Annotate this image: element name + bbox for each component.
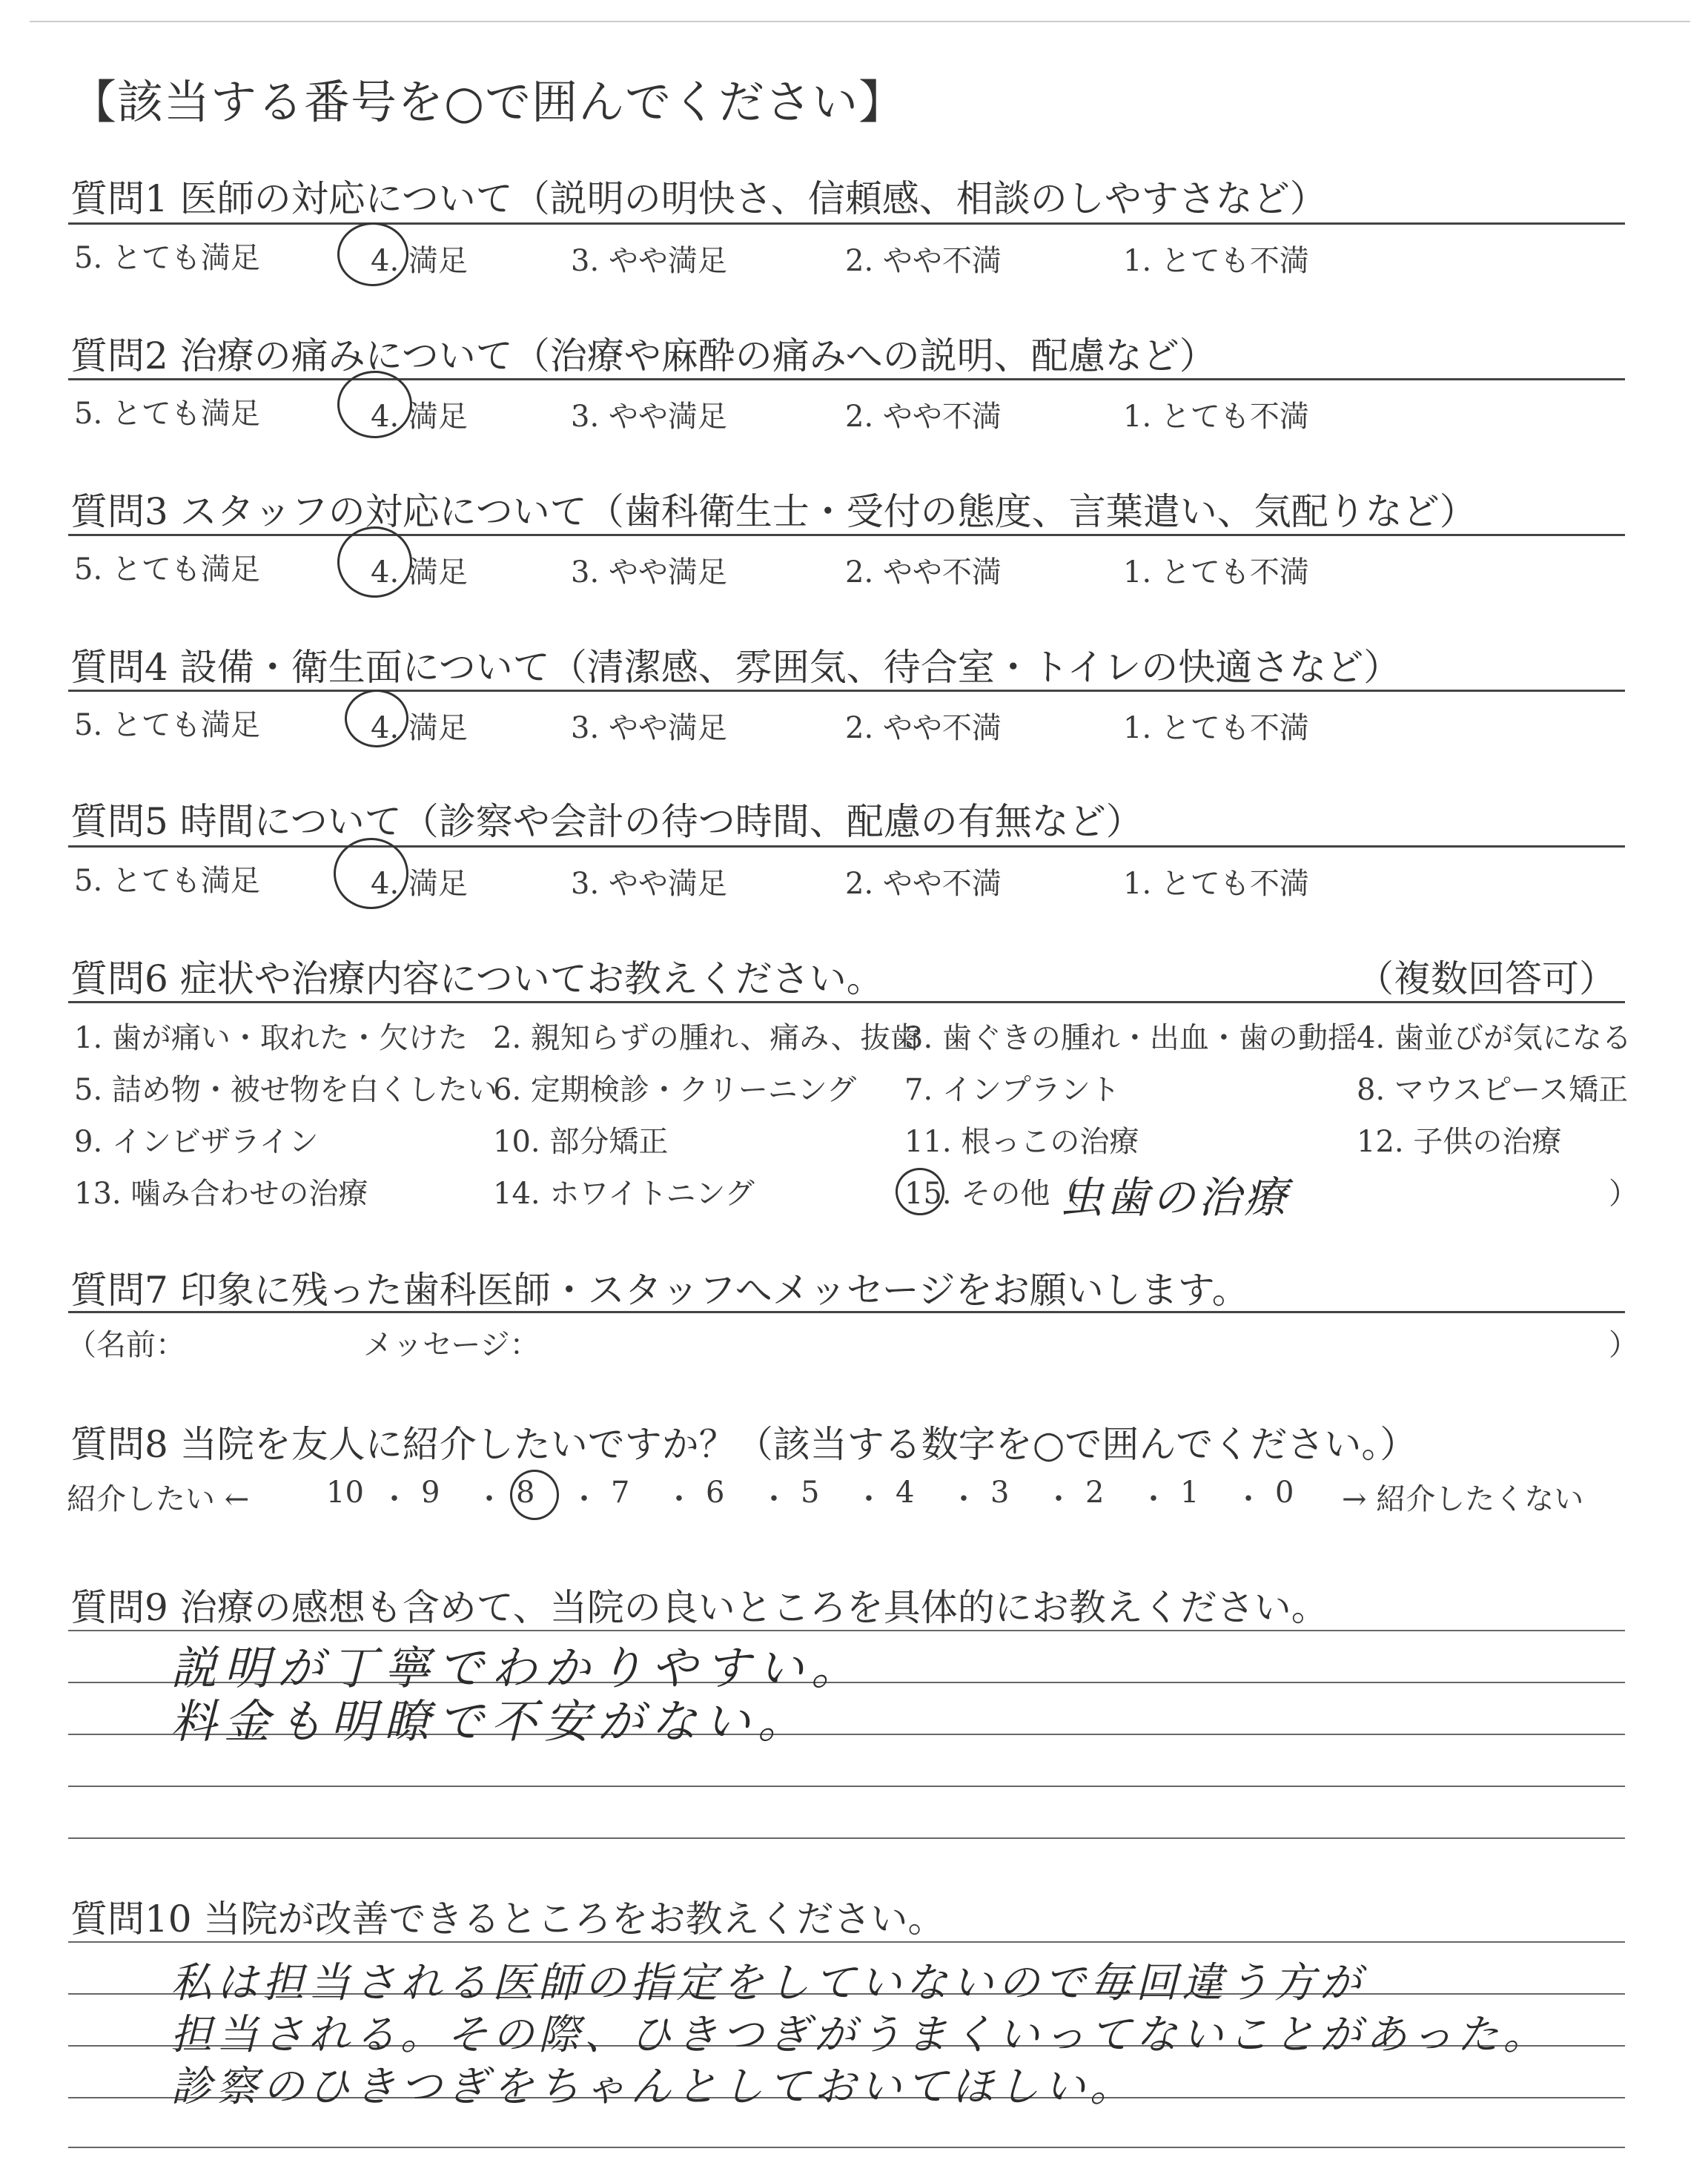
q6-other-handwritten: 虫歯の治療 [1060, 1172, 1291, 1223]
q6-option-1[interactable]: 1. 歯が痛い・取れた・欠けた [74, 1021, 468, 1055]
q7-close: ） [1609, 1328, 1638, 1362]
q8-scale-separator: ・ [1139, 1482, 1168, 1516]
q5-answer-circle [334, 838, 408, 909]
q8-scale-value[interactable]: 8 [516, 1476, 535, 1510]
q8-scale-value[interactable]: 10 [326, 1476, 364, 1510]
question-4-title: 質問4 設備・衛生面について（清潔感、雰囲気、待合室・トイレの快適さなど） [70, 646, 1401, 689]
q1-answer-circle [337, 222, 408, 286]
question-2-title: 質問2 治療の痛みについて（治療や麻酔の痛みへの説明、配慮など） [70, 334, 1217, 377]
q6-option-3[interactable]: 3. 歯ぐきの腫れ・出血・歯の動揺 [904, 1021, 1357, 1055]
q2-option-1[interactable]: 1. とても不満 [1123, 400, 1309, 434]
q8-right-label: → 紹介したくない [1342, 1482, 1584, 1516]
q8-scale-separator: ・ [759, 1482, 789, 1516]
q8-scale-value[interactable]: 1 [1180, 1476, 1199, 1510]
q8-scale-value[interactable]: 7 [611, 1476, 630, 1510]
q3-option-4[interactable]: 4. 満足 [371, 555, 468, 589]
q8-scale-separator: ・ [854, 1482, 884, 1516]
q10-answer-line-3: 診察のひきつぎをちゃんとしておいてほしい。 [171, 2063, 1136, 2111]
question-4-rule [68, 690, 1625, 692]
question-3-title: 質問3 スタッフの対応について（歯科衛生士・受付の態度、言葉遣い、気配りなど） [70, 490, 1477, 533]
q8-scale-separator: ・ [474, 1482, 504, 1516]
question-7-rule [68, 1311, 1625, 1313]
q4-answer-circle [345, 690, 408, 747]
q3-option-3[interactable]: 3. やや満足 [571, 555, 727, 589]
q4-option-5[interactable]: 5. とても満足 [74, 708, 260, 742]
q8-scale-separator: ・ [1044, 1482, 1073, 1516]
q4-option-1[interactable]: 1. とても不満 [1123, 711, 1309, 745]
q6-option-5[interactable]: 5. 詰め物・被せ物を白くしたい [74, 1073, 497, 1107]
q4-option-4[interactable]: 4. 満足 [371, 711, 468, 745]
q5-option-3[interactable]: 3. やや満足 [571, 867, 727, 901]
q2-option-3[interactable]: 3. やや満足 [571, 400, 727, 434]
q2-option-4[interactable]: 4. 満足 [371, 400, 468, 434]
q8-scale-value[interactable]: 6 [706, 1476, 725, 1510]
question-1-title: 質問1 医師の対応について（説明の明快さ、信頼感、相談のしやすさなど） [70, 177, 1327, 220]
q8-scale-value[interactable]: 4 [896, 1476, 915, 1510]
q5-option-1[interactable]: 1. とても不満 [1123, 867, 1309, 901]
question-6-rule [68, 1001, 1625, 1003]
q3-answer-circle [337, 526, 412, 598]
q9-answer-line-2: 料金も明瞭で不安がない。 [171, 1694, 812, 1748]
q4-option-3[interactable]: 3. やや満足 [571, 711, 727, 745]
question-8-title: 質問8 当院を友人に紹介したいですか？（該当する数字を○で囲んでください。） [70, 1423, 1417, 1466]
question-1-rule [68, 222, 1625, 225]
q8-scale-value[interactable]: 9 [421, 1476, 440, 1510]
q8-scale-separator: ・ [1234, 1482, 1263, 1516]
question-5-title: 質問5 時間について（診察や会計の待つ時間、配慮の有無など） [70, 800, 1143, 843]
q8-scale-value[interactable]: 5 [801, 1476, 820, 1510]
q8-scale-separator: ・ [380, 1482, 409, 1516]
q9-line-5 [68, 1837, 1625, 1839]
q2-option-5[interactable]: 5. とても満足 [74, 397, 260, 431]
q6-answer-circle [896, 1168, 944, 1215]
q8-scale-separator: ・ [949, 1482, 979, 1516]
q6-option-11[interactable]: 11. 根っこの治療 [904, 1125, 1139, 1159]
q10-answer-line-1: 私は担当される医師の指定をしていないので毎回違う方が [171, 1959, 1366, 2007]
question-6-note: （複数回答可） [1357, 957, 1616, 1000]
q6-option-8[interactable]: 8. マウスピース矯正 [1357, 1073, 1629, 1107]
q2-option-2[interactable]: 2. やや不満 [845, 400, 1002, 434]
q9-answer-line-1: 説明が丁寧でわかりやすい。 [171, 1641, 865, 1695]
q9-line-4 [68, 1786, 1625, 1787]
q10-answer-line-2: 担当される。その際、ひきつぎがうまくいってないことがあった。 [171, 2011, 1549, 2059]
q3-option-5[interactable]: 5. とても満足 [74, 552, 260, 587]
q10-line-1 [68, 1941, 1625, 1943]
q5-option-4[interactable]: 4. 満足 [371, 867, 468, 901]
q10-line-5 [68, 2147, 1625, 2148]
question-5-rule [68, 845, 1625, 848]
q6-option-7[interactable]: 7. インプラント [904, 1073, 1120, 1107]
question-7-title: 質問7 印象に残った歯科医師・スタッフへメッセージをお願いします。 [70, 1269, 1249, 1312]
q6-other-close: ） [1609, 1177, 1638, 1211]
q7-name-label: （名前： [67, 1328, 185, 1362]
q6-option-12[interactable]: 12. 子供の治療 [1357, 1125, 1562, 1159]
q6-option-9[interactable]: 9. インビザライン [74, 1125, 319, 1159]
q1-option-5[interactable]: 5. とても満足 [74, 241, 260, 275]
question-10-title: 質問10 当院が改善できるところをお教えください。 [70, 1898, 945, 1941]
q1-option-1[interactable]: 1. とても不満 [1123, 244, 1309, 278]
q6-option-6[interactable]: 6. 定期検診・クリーニング [493, 1073, 857, 1107]
q3-option-1[interactable]: 1. とても不満 [1123, 555, 1309, 589]
q6-option-2[interactable]: 2. 親知らずの腫れ、痛み、抜歯 [493, 1021, 920, 1055]
scan-edge-line [30, 21, 1690, 22]
question-9-title: 質問9 治療の感想も含めて、当院の良いところを具体的にお教えください。 [70, 1586, 1328, 1629]
q4-option-2[interactable]: 2. やや不満 [845, 711, 1002, 745]
q8-scale-value[interactable]: 3 [990, 1476, 1010, 1510]
q8-scale-value[interactable]: 0 [1275, 1476, 1294, 1510]
form-header: 【該当する番号を○で囲んでください】 [70, 75, 906, 129]
q6-option-13[interactable]: 13. 噛み合わせの治療 [74, 1177, 368, 1211]
question-3-rule [68, 534, 1625, 536]
q8-left-label: 紹介したい ← [67, 1482, 250, 1516]
q6-option-14[interactable]: 14. ホワイトニング [493, 1177, 755, 1211]
q6-option-15[interactable]: 15. その他（ [904, 1177, 1080, 1211]
q8-scale-separator: ・ [569, 1482, 599, 1516]
q3-option-2[interactable]: 2. やや不満 [845, 555, 1002, 589]
q6-option-10[interactable]: 10. 部分矯正 [493, 1125, 669, 1159]
q8-answer-circle [510, 1470, 559, 1520]
q5-option-5[interactable]: 5. とても満足 [74, 864, 260, 898]
q8-scale-separator: ・ [664, 1482, 694, 1516]
question-2-rule [68, 378, 1625, 380]
q6-option-4[interactable]: 4. 歯並びが気になる [1357, 1021, 1632, 1055]
q1-option-2[interactable]: 2. やや不満 [845, 244, 1002, 278]
q7-message-label: メッセージ： [363, 1328, 540, 1362]
q1-option-4[interactable]: 4. 満足 [371, 244, 468, 278]
question-6-title: 質問6 症状や治療内容についてお教えください。 [70, 957, 884, 1000]
q1-option-3[interactable]: 3. やや満足 [571, 244, 727, 278]
q8-scale-value[interactable]: 2 [1085, 1476, 1105, 1510]
q2-answer-circle [337, 371, 412, 438]
q5-option-2[interactable]: 2. やや不満 [845, 867, 1002, 901]
